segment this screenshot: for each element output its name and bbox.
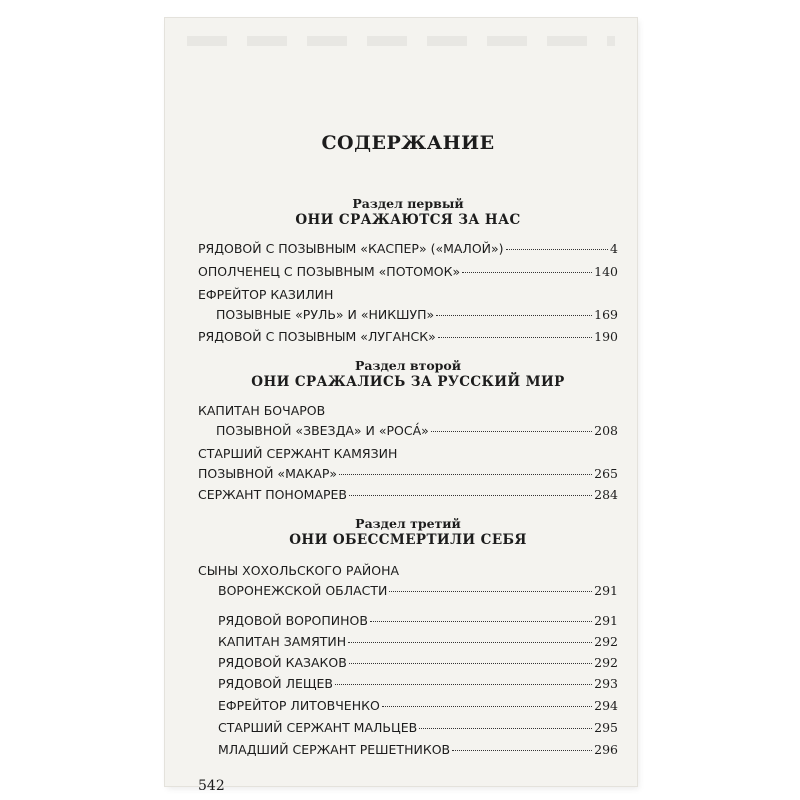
toc-entry-title: СЫНЫ ХОХОЛЬСКОГО РАЙОНА <box>198 563 400 578</box>
dot-leader <box>370 621 592 622</box>
toc-entry-title: РЯДОВОЙ КАЗАКОВ <box>218 655 347 670</box>
dot-leader <box>436 315 592 316</box>
toc-entry-title: РЯДОВОЙ С ПОЗЫВНЫМ «КАСПЕР» («МАЛОЙ») <box>198 241 504 256</box>
dot-leader <box>419 728 592 729</box>
toc-entry-title: СТАРШИЙ СЕРЖАНТ МАЛЬЦЕВ <box>218 720 418 735</box>
dot-leader <box>335 684 592 685</box>
toc-title: СОДЕРЖАНИЕ <box>321 132 495 154</box>
toc-entry-page: 265 <box>594 466 618 481</box>
toc-entry-title: РЯДОВОЙ ЛЕЩЕВ <box>218 676 334 691</box>
section-3-title: ОНИ ОБЕССМЕРТИЛИ СЕБЯ <box>289 532 527 548</box>
dot-leader <box>349 663 592 664</box>
toc-entry-page: 4 <box>610 241 618 256</box>
toc-entry-page: 292 <box>594 655 618 670</box>
toc-entry-page: 169 <box>594 307 618 322</box>
toc-entry[interactable] <box>198 264 618 284</box>
dot-leader <box>349 495 592 496</box>
toc-entry-title: КАПИТАН БОЧАРОВ <box>198 403 326 418</box>
toc-entry-page: 294 <box>594 698 618 713</box>
toc-entry-page: 190 <box>594 329 618 344</box>
toc-entry-title: КАПИТАН ЗАМЯТИН <box>218 634 347 649</box>
toc-entry[interactable] <box>218 676 618 696</box>
toc-entry[interactable] <box>198 241 618 261</box>
toc-entry[interactable] <box>198 329 618 349</box>
dot-leader <box>382 706 592 707</box>
dot-leader <box>348 642 592 643</box>
toc-entry-page: 291 <box>594 613 618 628</box>
dot-leader <box>389 591 592 592</box>
toc-entry-title: ОПОЛЧЕНЕЦ С ПОЗЫВНЫМ «ПОТОМОК» <box>198 264 461 279</box>
section-3-number: Раздел третий <box>355 516 461 531</box>
toc-entry-page: 208 <box>594 423 618 438</box>
toc-entry[interactable] <box>218 613 618 633</box>
book-page <box>165 18 637 794</box>
toc-entry[interactable] <box>198 466 618 486</box>
dot-leader <box>462 272 592 273</box>
toc-entry-title: ВОРОНЕЖСКОЙ ОБЛАСТИ <box>218 583 388 598</box>
toc-entry-page: 295 <box>594 720 618 735</box>
toc-entry-page: 296 <box>594 742 618 757</box>
toc-entry-page: 291 <box>594 583 618 598</box>
dot-leader <box>339 474 592 475</box>
bleed-through-text <box>187 36 615 46</box>
toc-entry[interactable] <box>218 634 618 654</box>
toc-entry[interactable] <box>216 423 618 443</box>
toc-entry-page: 293 <box>594 676 618 691</box>
toc-entry-title: РЯДОВОЙ ВОРОПИНОВ <box>218 613 368 628</box>
toc-entry-heading <box>198 403 618 423</box>
toc-entry-title: ПОЗЫВНОЙ «ЗВЕЗДА» И «РОСА́» <box>216 423 429 438</box>
dot-leader <box>431 431 592 432</box>
dot-leader <box>452 750 592 751</box>
toc-entry-page: 292 <box>594 634 618 649</box>
toc-entry-heading <box>198 563 618 583</box>
dot-leader <box>506 249 609 250</box>
section-1-number: Раздел первый <box>352 196 464 211</box>
toc-entry-title: ПОЗЫВНЫЕ «РУЛЬ» И «НИКШУП» <box>216 307 435 322</box>
section-2-title: ОНИ СРАЖАЛИСЬ ЗА РУССКИЙ МИР <box>251 374 565 390</box>
toc-entry[interactable] <box>198 487 618 507</box>
toc-entry-title: РЯДОВОЙ С ПОЗЫВНЫМ «ЛУГАНСК» <box>198 329 436 344</box>
section-1-title: ОНИ СРАЖАЮТСЯ ЗА НАС <box>295 212 521 228</box>
toc-entry-title: ЕФРЕЙТОР КАЗИЛИН <box>198 287 334 302</box>
toc-entry[interactable] <box>218 720 618 740</box>
page-number: 542 <box>198 778 225 794</box>
toc-entry[interactable] <box>218 655 618 675</box>
toc-entry-heading <box>198 287 618 307</box>
section-2-number: Раздел второй <box>354 358 462 373</box>
toc-entry[interactable] <box>218 583 618 603</box>
toc-entry-title: МЛАДШИЙ СЕРЖАНТ РЕШЕТНИКОВ <box>218 742 451 757</box>
toc-entry-title: СТАРШИЙ СЕРЖАНТ КАМЯЗИН <box>198 446 398 461</box>
toc-entry-title: ПОЗЫВНОЙ «МАКАР» <box>198 466 338 481</box>
toc-entry-page: 140 <box>594 264 618 279</box>
toc-entry[interactable] <box>218 698 618 718</box>
toc-entry[interactable] <box>218 742 618 762</box>
toc-entry-heading <box>198 446 618 466</box>
dot-leader <box>438 337 592 338</box>
toc-entry[interactable] <box>216 307 618 327</box>
toc-entry-title: ЕФРЕЙТОР ЛИТОВЧЕНКО <box>218 698 380 713</box>
toc-entry-title: СЕРЖАНТ ПОНОМАРЕВ <box>198 487 348 502</box>
toc-entry-page: 284 <box>594 487 618 502</box>
